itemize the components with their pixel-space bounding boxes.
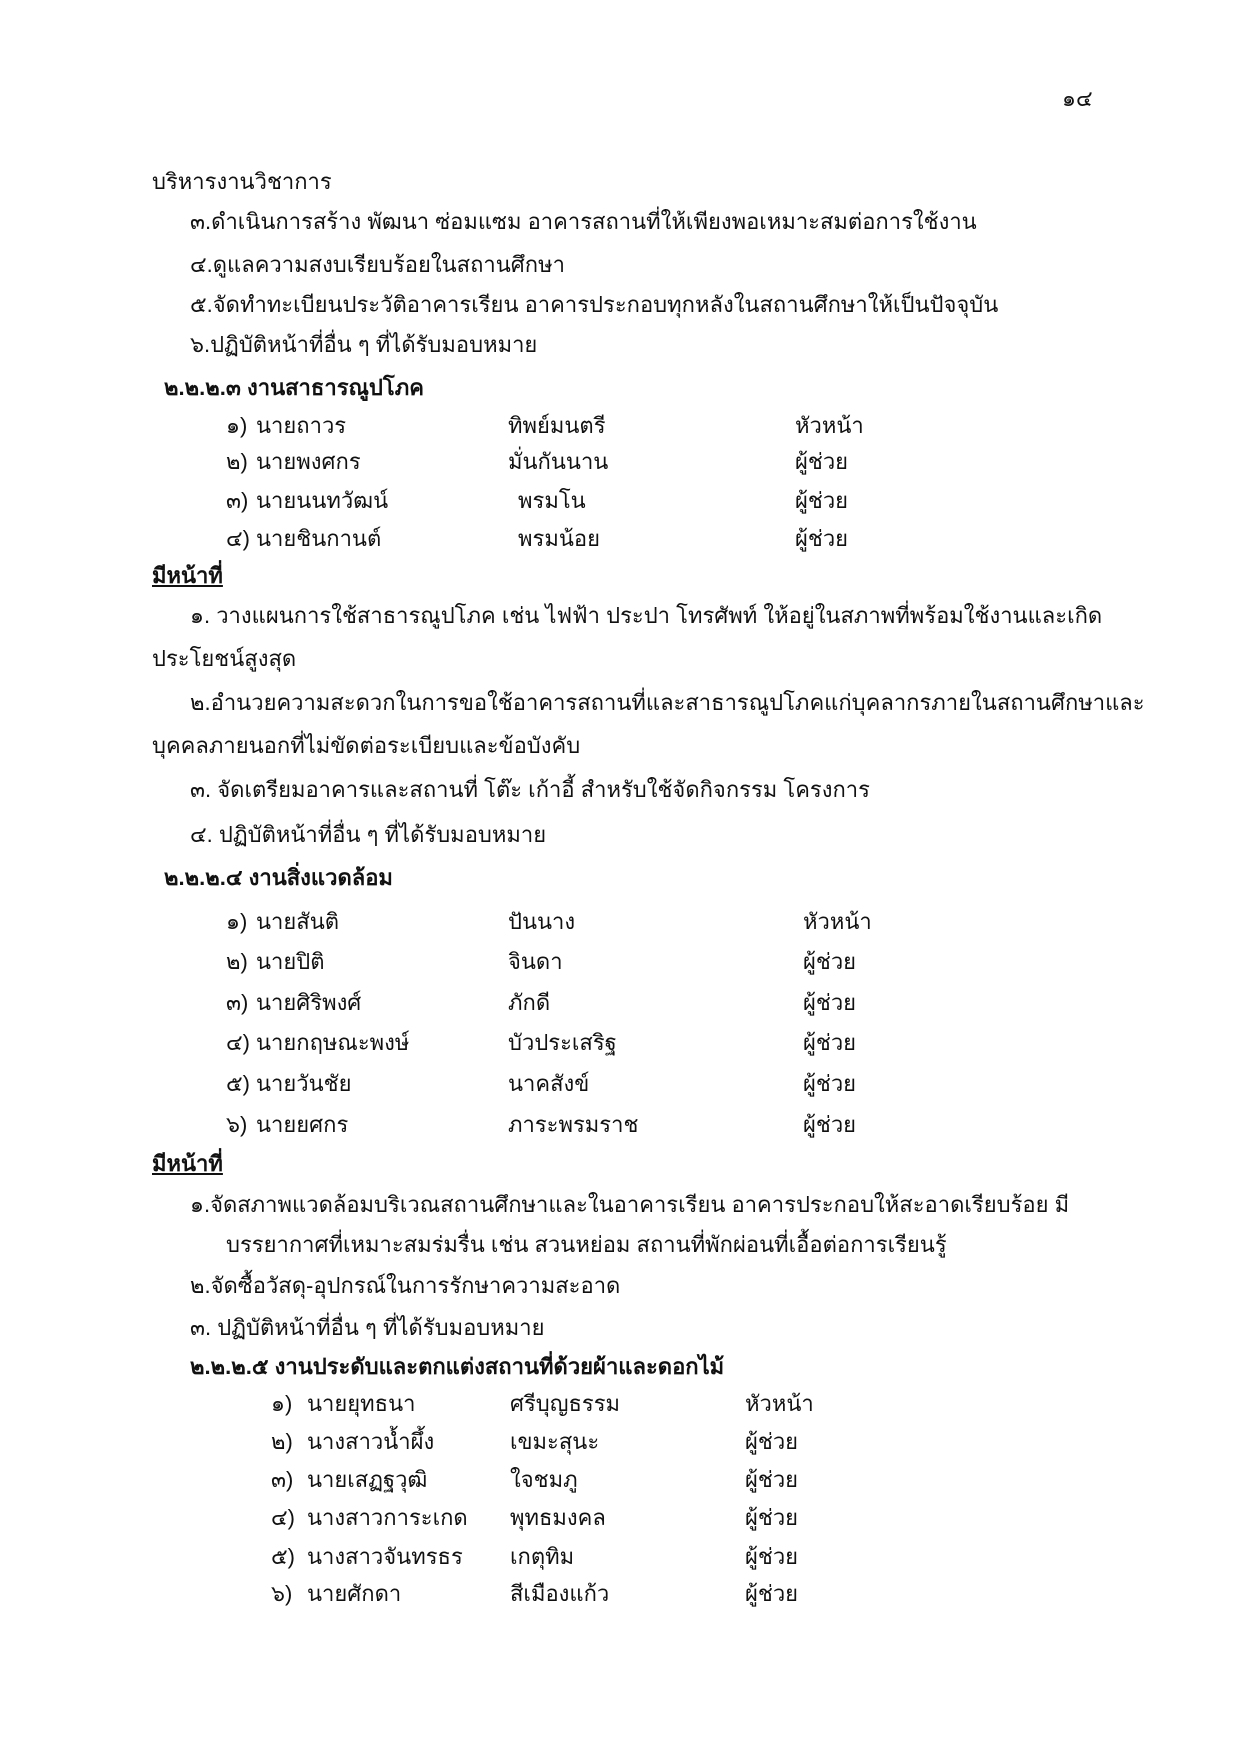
member-surname: ใจชมภู — [510, 1467, 578, 1492]
member-role: ผู้ช่วย — [745, 1467, 799, 1492]
member-role: ผู้ช่วย — [795, 526, 849, 551]
duty-item: บุคคลภายนอกที่ไม่ขัดต่อระเบียบและข้อบังคับ — [152, 733, 581, 758]
section-heading: ๒.๒.๒.๕ งานประดับและตกแต่งสถานที่ด้วยผ้าและดอกไม้ — [190, 1354, 725, 1379]
member-surname: นาคสังข์ — [508, 1071, 590, 1096]
member-number: ๒) — [226, 949, 248, 974]
member-name: นายศักดา — [307, 1581, 402, 1606]
duties-label: มีหน้าที่ — [152, 1151, 223, 1176]
member-number: ๑) — [226, 413, 248, 438]
member-name: นางสาวจันทรธร — [307, 1544, 463, 1569]
section-heading: ๒.๒.๒.๔ งานสิ่งแวดล้อม — [164, 865, 393, 890]
member-number: ๖) — [226, 1112, 248, 1137]
member-number: ๔) — [271, 1505, 295, 1530]
member-surname: พรมโน — [518, 488, 586, 513]
member-role: หัวหน้า — [745, 1391, 814, 1416]
member-number: ๔) — [226, 526, 250, 551]
duty-item: บรรยากาศที่เหมาะสมร่มรื่น เช่น สวนหย่อม สถานที่พักผ่อนที่เอื้อต่อการเรียนรู้ — [226, 1232, 947, 1257]
duties-label: มีหน้าที่ — [152, 563, 223, 588]
section-heading: ๒.๒.๒.๓ งานสาธารณูปโภค — [164, 375, 424, 400]
member-name: นายยศกร — [256, 1112, 349, 1137]
member-number: ๕) — [271, 1544, 295, 1569]
member-surname: พุทธมงคล — [510, 1505, 606, 1530]
member-name: นายศิริพงศ์ — [256, 990, 362, 1015]
duty-item: ๒.จัดซื้อวัสดุ-อุปกรณ์ในการรักษาความสะอาด — [190, 1273, 621, 1298]
member-surname: ภักดี — [508, 990, 551, 1015]
duty-item: ๑. วางแผนการใช้สาธารณูปโภค เช่น ไฟฟ้า ประปา โทรศัพท์ ให้อยู่ในสภาพที่พร้อมใช้งานและเกิด — [190, 603, 1103, 628]
member-surname: จินดา — [508, 949, 563, 974]
duty-item: ๓. จัดเตรียมอาคารและสถานที่ โต๊ะ เก้าอี้ สำหรับใช้จัดกิจกรรม โครงการ — [190, 777, 870, 802]
member-surname: เกตุทิม — [510, 1544, 575, 1569]
member-role: ผู้ช่วย — [803, 990, 857, 1015]
member-name: นายชินกานต์ — [256, 526, 382, 551]
member-role: หัวหน้า — [803, 909, 872, 934]
member-name: นายพงศกร — [256, 449, 361, 474]
member-role: ผู้ช่วย — [803, 1030, 857, 1055]
member-role: ผู้ช่วย — [803, 1071, 857, 1096]
member-surname: มั่นกันนาน — [508, 449, 609, 474]
page-number: ๑๔ — [1062, 86, 1093, 111]
member-surname: สีเมืองแก้ว — [510, 1581, 610, 1606]
member-surname: บัวประเสริฐ — [508, 1030, 617, 1055]
member-surname: ทิพย์มนตรี — [508, 413, 606, 438]
member-number: ๔) — [226, 1030, 250, 1055]
member-role: ผู้ช่วย — [745, 1581, 799, 1606]
member-surname: เขมะสุนะ — [510, 1429, 600, 1454]
member-name: นางสาวการะเกด — [307, 1505, 468, 1530]
member-name: นายกฤษณะพงษ์ — [256, 1030, 410, 1055]
member-number: ๓) — [226, 990, 249, 1015]
member-number: ๑) — [226, 909, 248, 934]
member-surname: ศรีบุญธรรม — [510, 1391, 621, 1416]
duty-item: ๒.อำนวยความสะดวกในการขอใช้อาคารสถานที่และสาธารณูปโภคแก่บุคลากรภายในสถานศึกษาและ — [190, 690, 1145, 715]
member-role: ผู้ช่วย — [795, 449, 849, 474]
member-name: นายปิติ — [256, 949, 325, 974]
member-role: ผู้ช่วย — [803, 1112, 857, 1137]
member-number: ๓) — [226, 488, 249, 513]
member-number: ๖) — [271, 1581, 293, 1606]
member-number: ๕) — [226, 1071, 250, 1096]
duty-item: ๓. ปฏิบัติหน้าที่อื่น ๆ ที่ได้รับมอบหมาย — [190, 1315, 545, 1340]
member-number: ๓) — [271, 1467, 294, 1492]
member-role: ผู้ช่วย — [745, 1505, 799, 1530]
duty-item: ๔. ปฏิบัติหน้าที่อื่น ๆ ที่ได้รับมอบหมาย — [190, 822, 547, 847]
member-name: นายนนทวัฒน์ — [256, 488, 389, 513]
duty-item: ๕.จัดทำทะเบียนประวัติอาคารเรียน อาคารประกอบทุกหลังในสถานศึกษาให้เป็นปัจจุบัน — [190, 292, 999, 317]
member-number: ๒) — [271, 1429, 293, 1454]
member-name: นายสันติ — [256, 909, 340, 934]
member-surname: ภาระพรมราช — [508, 1112, 639, 1137]
duty-item: ๔.ดูแลความสงบเรียบร้อยในสถานศึกษา — [190, 252, 565, 277]
member-surname: พรมน้อย — [518, 526, 600, 551]
member-name: นายวันชัย — [256, 1071, 352, 1096]
member-name: นายยุทธนา — [307, 1391, 416, 1416]
member-name: นางสาวน้ำผึ้ง — [307, 1429, 435, 1454]
member-name: นายถาวร — [256, 413, 347, 438]
continuation-text: บริหารงานวิชาการ — [152, 169, 332, 194]
member-number: ๑) — [271, 1391, 293, 1416]
duty-item: ๑.จัดสภาพแวดล้อมบริเวณสถานศึกษาและในอาคารเรียน อาคารประกอบให้สะอาดเรียบร้อย มี — [190, 1192, 1070, 1217]
member-role: ผู้ช่วย — [745, 1429, 799, 1454]
duty-item: ๖.ปฏิบัติหน้าที่อื่น ๆ ที่ได้รับมอบหมาย — [190, 332, 538, 357]
member-number: ๒) — [226, 449, 248, 474]
member-surname: ปันนาง — [508, 909, 576, 934]
member-role: ผู้ช่วย — [795, 488, 849, 513]
member-role: หัวหน้า — [795, 413, 864, 438]
duty-item: ประโยชน์สูงสุด — [152, 646, 297, 671]
member-role: ผู้ช่วย — [803, 949, 857, 974]
member-name: นายเสฏฐวุฒิ — [307, 1467, 428, 1492]
duty-item: ๓.ดำเนินการสร้าง พัฒนา ซ่อมแซม อาคารสถานที่ให้เพียงพอเหมาะสมต่อการใช้งาน — [190, 209, 977, 234]
member-role: ผู้ช่วย — [745, 1544, 799, 1569]
